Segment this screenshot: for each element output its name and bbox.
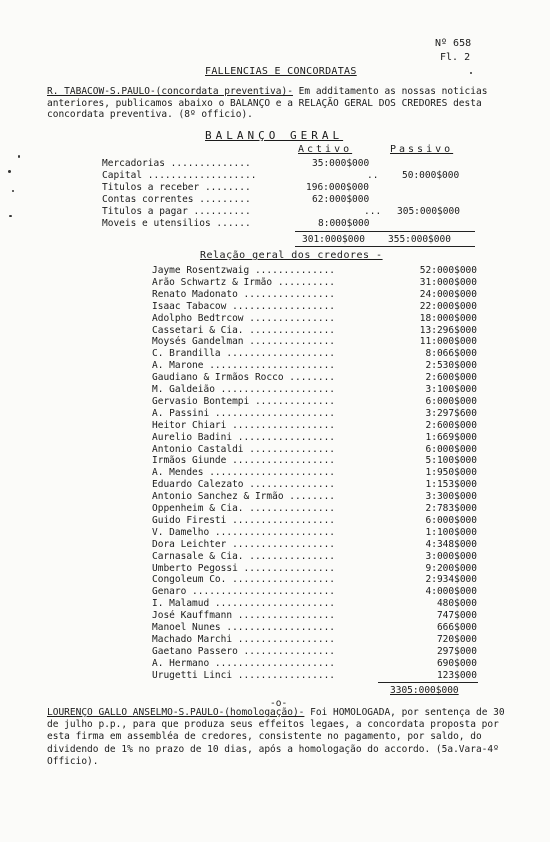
creditor-amount: 4:000$000 — [425, 586, 477, 598]
balance-row-label: Contas correntes ......... — [102, 194, 251, 205]
balance-row-active: 196:000$000 — [306, 182, 369, 193]
creditor-amount: 22:000$000 — [419, 300, 477, 312]
creditor-row — [152, 515, 477, 527]
creditor-row — [152, 610, 477, 622]
balance-row-active: 35:000$000 — [312, 158, 370, 169]
creditor-amount: 9:200$000 — [425, 562, 477, 574]
creditor-amount: 3:297$600 — [425, 407, 477, 419]
balance-row-label: Mercadorias .............. — [102, 158, 251, 169]
creditor-row — [152, 360, 477, 372]
balance-row-active: 8:000$000 — [318, 218, 370, 229]
creditor-name: A. Hermano ..................... — [152, 657, 336, 669]
creditor-name: Oppenheim & Cia. ............... — [152, 503, 336, 514]
creditor-row — [152, 586, 477, 598]
creditor-name: Manoel Nunes ................... — [152, 622, 336, 633]
creditor-row — [152, 563, 477, 575]
ink-speck — [470, 72, 472, 74]
creditor-name: Eduardo Calezato ............... — [152, 479, 336, 491]
creditor-amount: 4:348$000 — [425, 538, 477, 550]
intro-text: Em additamento as nossas noticias anteriores, publicamos abaixo o BALANÇO e a RELAÇÃO GERAL DOS CREDORES desta concordata preventiva. (8º officio). — [47, 86, 488, 120]
creditor-amount: 8:066$000 — [425, 348, 477, 360]
creditor-row — [152, 384, 477, 396]
section-title: FALLENCIAS E CONCORDATAS — [205, 66, 357, 77]
creditor-name: José Kauffmann ................. — [152, 610, 336, 622]
creditor-name: Jayme Rosentzwaig .............. — [152, 265, 336, 276]
creditor-amount: 11:000$000 — [419, 336, 477, 348]
creditor-name: V. Damelho ..................... — [152, 526, 336, 538]
creditor-row — [152, 277, 477, 289]
creditor-row — [152, 491, 477, 503]
creditor-amount: 18:000$000 — [419, 312, 477, 324]
balance-title: BALANÇO GERAL — [205, 129, 344, 142]
creditor-amount: 3:300$000 — [425, 491, 477, 503]
creditor-row — [152, 301, 477, 313]
separator: -o- — [270, 698, 288, 709]
creditor-name: Antonio Sanchez & Irmão ........ — [152, 491, 336, 503]
creditor-name: Aurelio Badini ................. — [152, 431, 336, 443]
creditor-amount: 2:600$000 — [425, 372, 477, 384]
creditor-amount: 690$000 — [436, 657, 477, 669]
creditor-row — [152, 265, 477, 277]
creditor-row — [152, 432, 477, 444]
creditor-name: A. Marone ...................... — [152, 360, 336, 372]
creditor-amount: 666$000 — [436, 622, 477, 633]
creditor-row — [152, 325, 477, 337]
creditor-name: Umberto Pegossi ................ — [152, 562, 336, 574]
creditor-amount: 747$000 — [436, 610, 477, 622]
balance-row-label: Titulos a pagar .......... — [102, 206, 251, 217]
creditor-name: C. Brandilla ................... — [152, 348, 336, 360]
creditor-amount: 31:000$000 — [419, 276, 477, 288]
document-number: Nº 658 — [435, 38, 472, 49]
creditors-total-rule — [378, 682, 478, 683]
creditor-amount: 1:669$000 — [425, 431, 477, 443]
creditor-amount: 6:000$000 — [425, 514, 477, 526]
sheet-number: Fl. 2 — [440, 52, 471, 63]
creditor-row — [152, 455, 477, 467]
creditor-name: Genaro ......................... — [152, 586, 336, 598]
creditor-name: A. Mendes ...................... — [152, 467, 336, 479]
second-notice — [47, 707, 517, 768]
balance-row-active: .. — [367, 170, 379, 181]
creditor-name: Arão Schwartz & Irmão .......... — [152, 276, 336, 288]
balance-row-label: Titulos a receber ........ — [102, 182, 251, 193]
creditor-row — [152, 634, 477, 646]
intro-paragraph — [47, 86, 517, 121]
creditor-row — [152, 289, 477, 301]
balance-total-rule — [295, 231, 475, 232]
intro-lead: R. TABACOW-S.PAULO-(concordata preventiva)- — [47, 86, 293, 97]
creditor-name: Adolpho Bedtrcow ............... — [152, 312, 336, 324]
balance-row-passive: 50:000$000 — [402, 170, 460, 181]
balance-row-passive: 305:000$000 — [397, 206, 460, 217]
creditor-amount: 13:296$000 — [419, 324, 477, 336]
creditor-row — [152, 396, 477, 408]
creditor-name: Urugetti Linci ................. — [152, 669, 336, 681]
creditor-amount: 3:000$000 — [425, 550, 477, 562]
creditor-row — [152, 503, 477, 515]
creditor-name: I. Malamud ..................... — [152, 598, 336, 610]
creditor-amount: 2:530$000 — [425, 360, 477, 372]
creditor-name: Carnasale & Cia. ............... — [152, 550, 336, 562]
creditor-amount: 720$000 — [436, 633, 477, 645]
creditor-row — [152, 313, 477, 325]
creditor-row — [152, 622, 477, 634]
passive-column-header: Passivo — [390, 144, 454, 155]
ink-speck — [18, 155, 20, 158]
balance-row-active: ... — [364, 206, 382, 217]
creditor-amount: 6:000$000 — [425, 443, 477, 455]
creditor-name: Gervasio Bontempi .............. — [152, 395, 336, 407]
creditor-amount: 2:934$000 — [425, 574, 477, 586]
creditor-row — [152, 598, 477, 610]
creditor-row — [152, 444, 477, 456]
creditor-name: Congoleum Co. .................. — [152, 574, 336, 586]
creditor-row — [152, 420, 477, 432]
creditor-name: M. Galdeião .................... — [152, 384, 336, 395]
creditor-row — [152, 467, 477, 479]
creditor-name: Dora Leichter .................. — [152, 538, 336, 550]
creditor-row — [152, 348, 477, 360]
creditor-row — [152, 646, 477, 658]
creditor-name: Machado Marchi ................. — [152, 633, 336, 645]
creditor-amount: 2:783$000 — [425, 503, 477, 514]
creditor-name: Renato Madonato ................ — [152, 288, 336, 300]
creditor-row — [152, 574, 477, 586]
creditor-name: Gaetano Passero ................ — [152, 645, 336, 657]
creditor-amount: 5:100$000 — [425, 455, 477, 467]
creditor-name: Gaudiano & Irmãos Rocco ........ — [152, 372, 336, 384]
creditor-row — [152, 658, 477, 670]
creditor-row — [152, 670, 477, 682]
creditor-amount: 24:000$000 — [419, 288, 477, 300]
creditor-name: Antonio Castaldi ............... — [152, 443, 336, 455]
creditors-total: 3305:000$000 — [390, 685, 459, 696]
active-column-header: Activo — [298, 144, 353, 155]
creditor-name: Heitor Chiari .................. — [152, 419, 336, 431]
balance-total-active: 301:000$000 — [302, 234, 365, 245]
creditor-row — [152, 372, 477, 384]
creditor-name: Cassetari & Cia. ............... — [152, 324, 336, 336]
creditors-title: Relação geral dos credores - — [200, 250, 383, 261]
creditor-amount: 1:950$000 — [425, 467, 477, 479]
creditor-row — [152, 539, 477, 551]
balance-double-rule — [295, 246, 475, 247]
creditor-amount: 1:153$000 — [425, 479, 477, 491]
creditor-amount: 3:100$000 — [425, 384, 477, 395]
creditor-row — [152, 527, 477, 539]
ink-speck — [9, 215, 12, 217]
second-notice-lead: LOURENÇO GALLO ANSELMO-S.PAULO-(homologação)- — [47, 707, 305, 718]
balance-row-active: 62:000$000 — [312, 194, 370, 205]
creditor-name: Isaac Tabacow .................. — [152, 300, 336, 312]
creditor-row — [152, 336, 477, 348]
creditor-row — [152, 479, 477, 491]
balance-row-label: Moveis e utensilios ...... — [102, 218, 251, 229]
creditor-amount: 6:000$000 — [425, 395, 477, 407]
second-notice-text: Foi HOMOLOGADA, por sentença de 30 de julho p.p., para que produza seus effeitos legaes, a concordata proposta por esta firma em assembléa de credores, consistente no pagamento, por saldo, do dividendo de 1% no prazo de 10 dias, após a homologação do accordo. (5a.Vara-4º Officio). — [47, 707, 505, 767]
creditor-name: A. Passini ..................... — [152, 407, 336, 419]
creditor-row — [152, 551, 477, 563]
creditor-name: Guido Firesti .................. — [152, 514, 336, 526]
creditor-amount: 1:100$000 — [425, 526, 477, 538]
creditor-name: Moysés Gandelman ............... — [152, 336, 336, 348]
balance-row-label: Capital ................... — [102, 170, 257, 181]
creditor-amount: 480$000 — [436, 598, 477, 610]
creditor-name: Irmãos Giunde .................. — [152, 455, 336, 467]
creditor-row — [152, 408, 477, 420]
balance-total-passive: 355:000$000 — [388, 234, 451, 245]
creditor-amount: 52:000$000 — [419, 265, 477, 276]
ink-speck — [12, 190, 14, 192]
ink-speck — [8, 170, 11, 173]
creditor-amount: 2:600$000 — [425, 419, 477, 431]
creditor-amount: 297$000 — [436, 645, 477, 657]
creditor-amount: 123$000 — [436, 669, 477, 681]
